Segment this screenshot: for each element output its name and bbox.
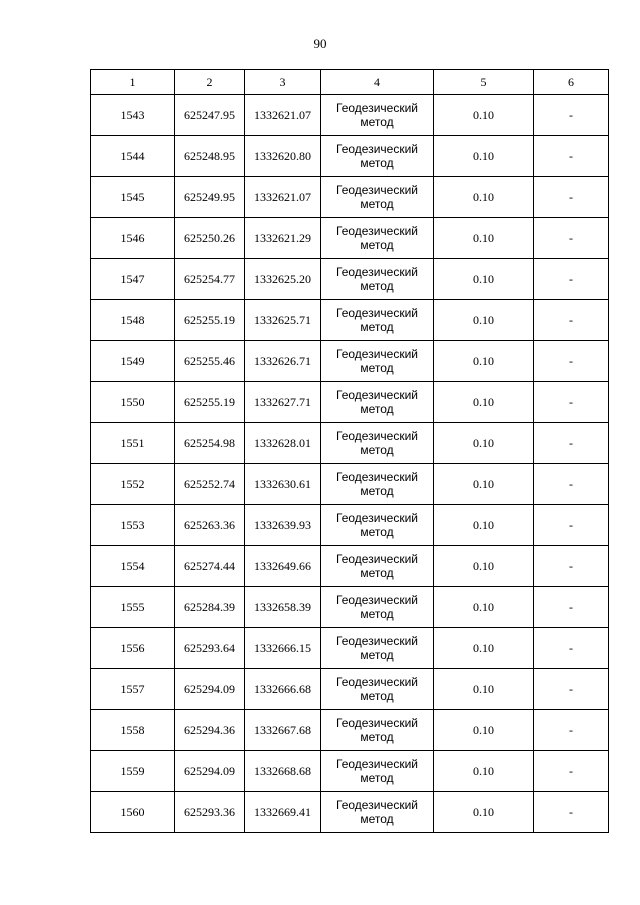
point-number-cell: 1560 — [91, 792, 175, 833]
note-cell: - — [534, 669, 609, 710]
x-coordinate-cell: 625254.77 — [175, 259, 245, 300]
accuracy-cell: 0.10 — [434, 259, 534, 300]
y-coordinate-cell: 1332621.07 — [245, 95, 321, 136]
point-number-cell: 1547 — [91, 259, 175, 300]
note-cell: - — [534, 423, 609, 464]
note-cell: - — [534, 464, 609, 505]
table-row — [91, 136, 609, 177]
note-cell: - — [534, 587, 609, 628]
point-number-cell: 1555 — [91, 587, 175, 628]
table-row — [91, 95, 609, 136]
y-coordinate-cell: 1332667.68 — [245, 710, 321, 751]
accuracy-cell: 0.10 — [434, 136, 534, 177]
y-coordinate-cell: 1332620.80 — [245, 136, 321, 177]
method-cell: Геодезический метод — [321, 751, 434, 792]
method-cell: Геодезический метод — [321, 792, 434, 833]
x-coordinate-cell: 625294.09 — [175, 751, 245, 792]
point-number-cell: 1546 — [91, 218, 175, 259]
point-number-cell: 1552 — [91, 464, 175, 505]
point-number-cell: 1545 — [91, 177, 175, 218]
point-number-cell: 1549 — [91, 341, 175, 382]
accuracy-cell: 0.10 — [434, 464, 534, 505]
method-cell: Геодезический метод — [321, 423, 434, 464]
accuracy-cell: 0.10 — [434, 300, 534, 341]
point-number-cell: 1556 — [91, 628, 175, 669]
method-cell: Геодезический метод — [321, 136, 434, 177]
accuracy-cell: 0.10 — [434, 341, 534, 382]
point-number-cell: 1550 — [91, 382, 175, 423]
method-cell: Геодезический метод — [321, 505, 434, 546]
accuracy-cell: 0.10 — [434, 218, 534, 259]
accuracy-cell: 0.10 — [434, 669, 534, 710]
y-coordinate-cell: 1332666.15 — [245, 628, 321, 669]
method-cell: Геодезический метод — [321, 546, 434, 587]
y-coordinate-cell: 1332658.39 — [245, 587, 321, 628]
y-coordinate-cell: 1332669.41 — [245, 792, 321, 833]
x-coordinate-cell: 625294.09 — [175, 669, 245, 710]
note-cell: - — [534, 382, 609, 423]
table-row — [91, 587, 609, 628]
accuracy-cell: 0.10 — [434, 792, 534, 833]
method-cell: Геодезический метод — [321, 95, 434, 136]
x-coordinate-cell: 625255.19 — [175, 300, 245, 341]
table-row — [91, 341, 609, 382]
point-number-cell: 1558 — [91, 710, 175, 751]
x-coordinate-cell: 625252.74 — [175, 464, 245, 505]
method-cell: Геодезический метод — [321, 710, 434, 751]
point-number-cell: 1557 — [91, 669, 175, 710]
method-cell: Геодезический метод — [321, 218, 434, 259]
table-row — [91, 628, 609, 669]
column-header: 3 — [245, 70, 321, 95]
method-cell: Геодезический метод — [321, 628, 434, 669]
table-row — [91, 382, 609, 423]
x-coordinate-cell: 625293.36 — [175, 792, 245, 833]
note-cell: - — [534, 136, 609, 177]
x-coordinate-cell: 625284.39 — [175, 587, 245, 628]
y-coordinate-cell: 1332621.07 — [245, 177, 321, 218]
column-header: 5 — [434, 70, 534, 95]
accuracy-cell: 0.10 — [434, 382, 534, 423]
table-row — [91, 177, 609, 218]
table-row — [91, 546, 609, 587]
y-coordinate-cell: 1332627.71 — [245, 382, 321, 423]
accuracy-cell: 0.10 — [434, 710, 534, 751]
method-cell: Геодезический метод — [321, 259, 434, 300]
table-row — [91, 464, 609, 505]
x-coordinate-cell: 625250.26 — [175, 218, 245, 259]
note-cell: - — [534, 505, 609, 546]
x-coordinate-cell: 625294.36 — [175, 710, 245, 751]
y-coordinate-cell: 1332621.29 — [245, 218, 321, 259]
method-cell: Геодезический метод — [321, 341, 434, 382]
point-number-cell: 1543 — [91, 95, 175, 136]
table-row — [91, 669, 609, 710]
table-body — [91, 95, 609, 833]
x-coordinate-cell: 625263.36 — [175, 505, 245, 546]
method-cell: Геодезический метод — [321, 382, 434, 423]
x-coordinate-cell: 625248.95 — [175, 136, 245, 177]
point-number-cell: 1551 — [91, 423, 175, 464]
note-cell: - — [534, 341, 609, 382]
accuracy-cell: 0.10 — [434, 177, 534, 218]
coordinates-table — [90, 69, 609, 833]
x-coordinate-cell: 625254.98 — [175, 423, 245, 464]
y-coordinate-cell: 1332625.20 — [245, 259, 321, 300]
accuracy-cell: 0.10 — [434, 546, 534, 587]
method-cell: Геодезический метод — [321, 669, 434, 710]
x-coordinate-cell: 625274.44 — [175, 546, 245, 587]
method-cell: Геодезический метод — [321, 300, 434, 341]
table-row — [91, 218, 609, 259]
y-coordinate-cell: 1332649.66 — [245, 546, 321, 587]
note-cell: - — [534, 792, 609, 833]
table-row — [91, 423, 609, 464]
page-number: 90 — [313, 36, 327, 51]
accuracy-cell: 0.10 — [434, 505, 534, 546]
note-cell: - — [534, 710, 609, 751]
column-header: 2 — [175, 70, 245, 95]
method-cell: Геодезический метод — [321, 177, 434, 218]
accuracy-cell: 0.10 — [434, 95, 534, 136]
y-coordinate-cell: 1332630.61 — [245, 464, 321, 505]
note-cell: - — [534, 259, 609, 300]
note-cell: - — [534, 218, 609, 259]
accuracy-cell: 0.10 — [434, 587, 534, 628]
column-header: 1 — [91, 70, 175, 95]
x-coordinate-cell: 625293.64 — [175, 628, 245, 669]
note-cell: - — [534, 177, 609, 218]
x-coordinate-cell: 625249.95 — [175, 177, 245, 218]
column-header: 6 — [534, 70, 609, 95]
accuracy-cell: 0.10 — [434, 751, 534, 792]
note-cell: - — [534, 95, 609, 136]
x-coordinate-cell: 625255.19 — [175, 382, 245, 423]
y-coordinate-cell: 1332626.71 — [245, 341, 321, 382]
y-coordinate-cell: 1332668.68 — [245, 751, 321, 792]
note-cell: - — [534, 751, 609, 792]
x-coordinate-cell: 625247.95 — [175, 95, 245, 136]
y-coordinate-cell: 1332666.68 — [245, 669, 321, 710]
method-cell: Геодезический метод — [321, 464, 434, 505]
table-row — [91, 300, 609, 341]
table-row — [91, 505, 609, 546]
accuracy-cell: 0.10 — [434, 628, 534, 669]
point-number-cell: 1559 — [91, 751, 175, 792]
table-header-row — [91, 70, 609, 95]
y-coordinate-cell: 1332639.93 — [245, 505, 321, 546]
note-cell: - — [534, 300, 609, 341]
note-cell: - — [534, 628, 609, 669]
note-cell: - — [534, 546, 609, 587]
method-cell: Геодезический метод — [321, 587, 434, 628]
point-number-cell: 1554 — [91, 546, 175, 587]
point-number-cell: 1544 — [91, 136, 175, 177]
y-coordinate-cell: 1332625.71 — [245, 300, 321, 341]
accuracy-cell: 0.10 — [434, 423, 534, 464]
table-row — [91, 710, 609, 751]
table-row — [91, 792, 609, 833]
table-row — [91, 751, 609, 792]
x-coordinate-cell: 625255.46 — [175, 341, 245, 382]
point-number-cell: 1548 — [91, 300, 175, 341]
point-number-cell: 1553 — [91, 505, 175, 546]
y-coordinate-cell: 1332628.01 — [245, 423, 321, 464]
table-row — [91, 259, 609, 300]
column-header: 4 — [321, 70, 434, 95]
